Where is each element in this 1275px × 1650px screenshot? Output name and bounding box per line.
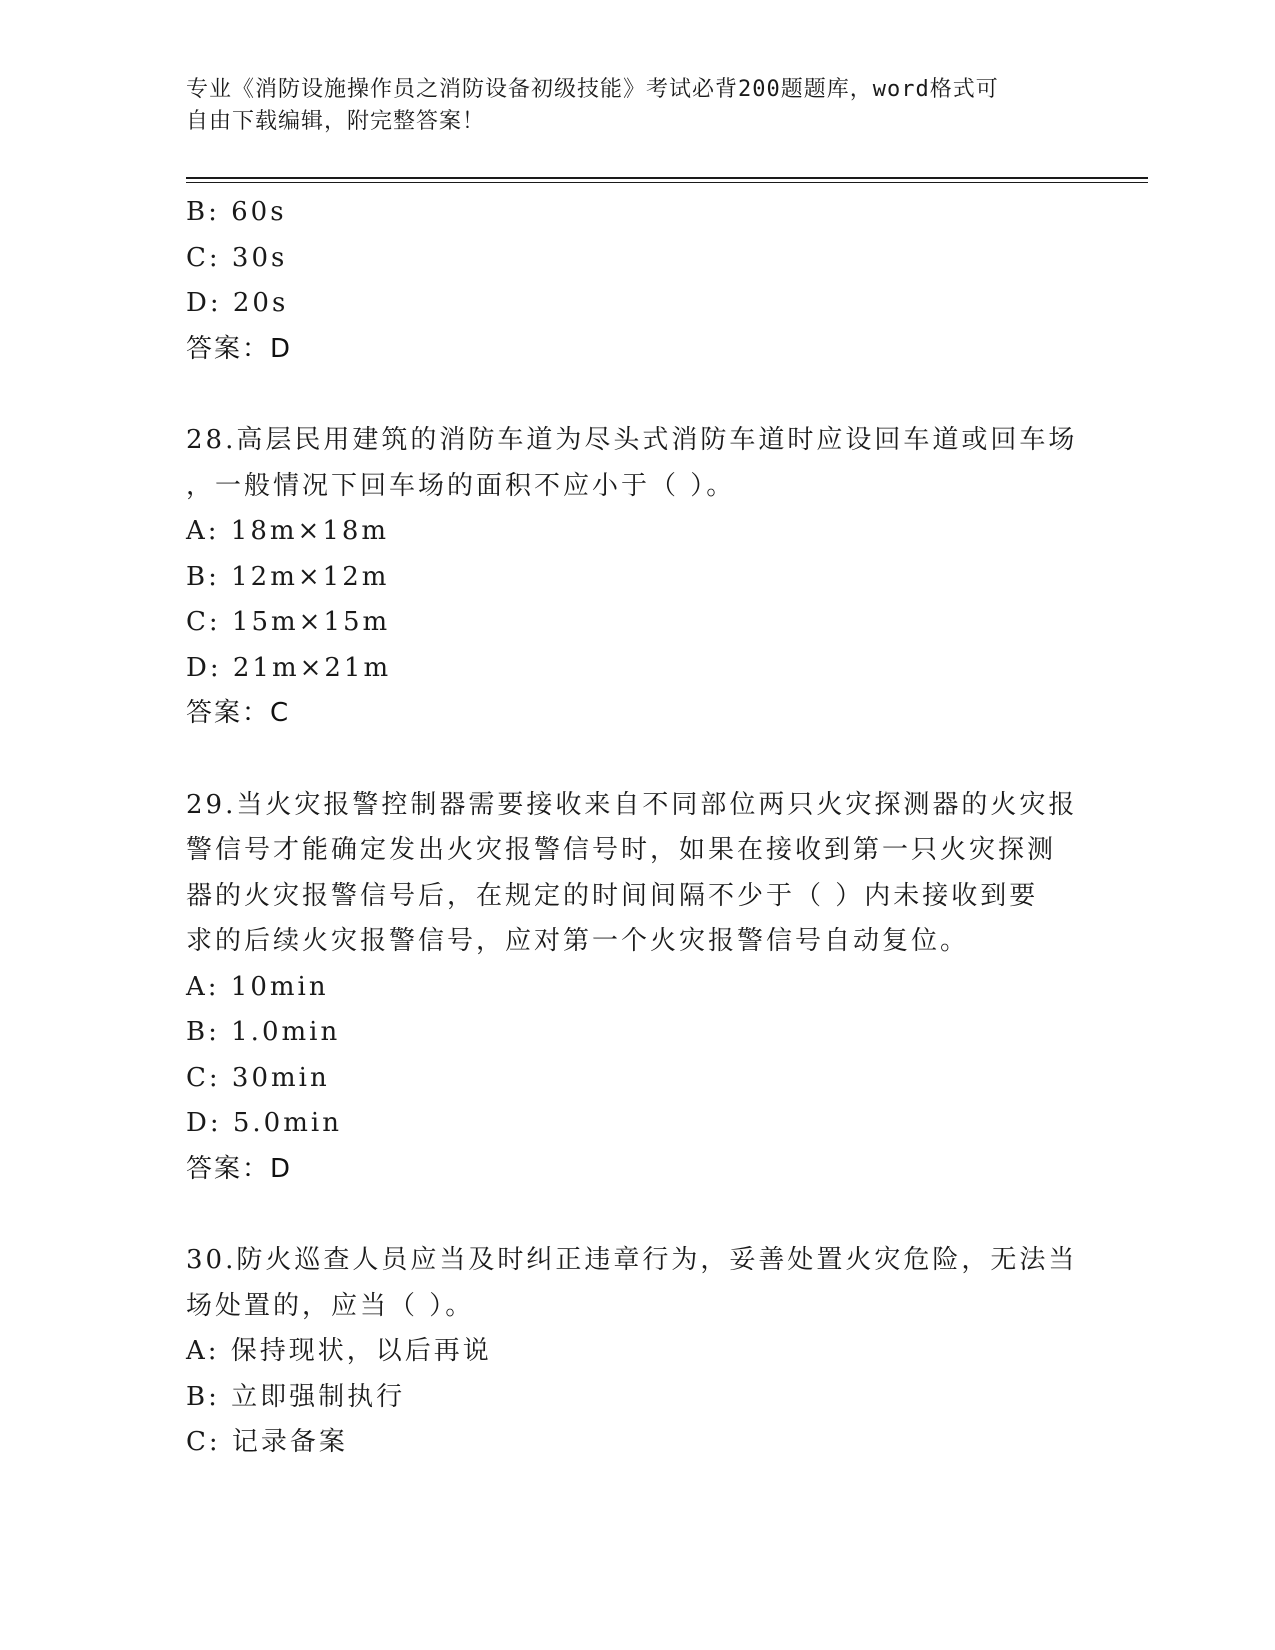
question-text-line: 警信号才能确定发出火灾报警信号时，如果在接收到第一只火灾探测 [186, 835, 1057, 865]
option-a: A: 18m×18m [186, 516, 390, 546]
option-a: A: 10min [186, 971, 329, 1002]
option-d: D: 20s [186, 288, 289, 318]
answer-line: 答案：C [186, 698, 291, 728]
option-c: C: 30min [186, 1062, 330, 1093]
header-line-2: 自由下载编辑，附完整答案！ [186, 109, 486, 134]
option-b: B: 12m×12m [186, 561, 390, 592]
option-c: C: 30s [186, 242, 288, 273]
option-d: D: 21m×21m [186, 652, 392, 683]
option-b: B: 立即强制执行 [186, 1381, 406, 1412]
question-29 [186, 783, 1086, 1193]
answer-line: 答案：D [186, 333, 293, 364]
spacer [186, 372, 1086, 418]
header-line-1: 专业《消防设施操作员之消防设备初级技能》考试必背200题题库，word格式可 [186, 77, 999, 102]
question-text-line: 求的后续火灾报警信号，应对第一个火灾报警信号自动复位。 [186, 926, 970, 956]
question-27-continued [186, 190, 1086, 372]
question-list [186, 190, 1086, 1466]
header-divider-thin [186, 182, 1148, 183]
question-text-line: 场处置的，应当（ ）。 [186, 1290, 475, 1321]
question-text-line: 29.当火灾报警控制器需要接收来自不同部位两只火灾探测器的火灾报 [186, 789, 1078, 820]
answer-line: 答案：D [186, 1153, 293, 1184]
option-c: C: 记录备案 [186, 1427, 348, 1457]
question-text-line: 器的火灾报警信号后，在规定的时间间隔不少于（ ）内未接收到要 [186, 880, 1039, 911]
option-b: B: 1.0min [186, 1017, 341, 1047]
spacer [186, 737, 1086, 783]
document-header [186, 74, 1066, 138]
option-b: B: 60s [186, 197, 287, 227]
option-d: D: 5.0min [186, 1108, 342, 1138]
option-c: C: 15m×15m [186, 607, 391, 637]
spacer [186, 1192, 1086, 1238]
question-28 [186, 418, 1086, 737]
option-a: A: 保持现状，以后再说 [186, 1336, 492, 1366]
question-text-line: 28.高层民用建筑的消防车道为尽头式消防车道时应设回车道或回车场 [186, 425, 1078, 455]
header-divider-thick [186, 177, 1148, 179]
question-text-line: 30.防火巡查人员应当及时纠正违章行为，妥善处置火灾危险，无法当 [186, 1245, 1078, 1275]
question-text-line: ，一般情况下回车场的面积不应小于（ ）。 [186, 470, 736, 501]
question-30 [186, 1238, 1086, 1466]
